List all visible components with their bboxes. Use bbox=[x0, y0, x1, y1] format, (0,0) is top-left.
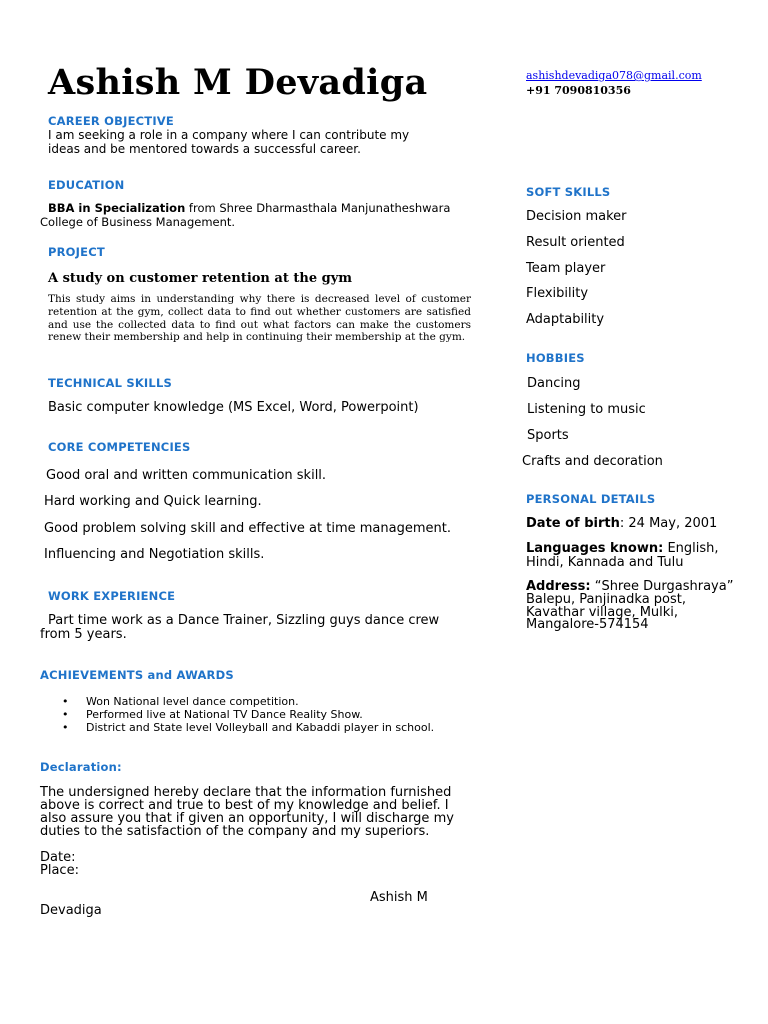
hobby-item: Listening to music bbox=[527, 402, 646, 417]
soft-skill-item: Decision maker bbox=[526, 209, 627, 224]
career-objective-line-1: I am seeking a role in a company where I can contribute my bbox=[48, 128, 410, 142]
core-competency-item: Influencing and Negotiation skills. bbox=[44, 547, 265, 562]
address-label: Address: bbox=[526, 579, 591, 594]
languages bbox=[526, 542, 719, 569]
address-line: Balepu, Panjinadka post, bbox=[526, 591, 686, 607]
signature-last: Devadiga bbox=[40, 903, 102, 918]
core-competencies-heading: CORE COMPETENCIES bbox=[48, 440, 191, 454]
dob-value: : 24 May, 2001 bbox=[619, 516, 718, 531]
career-objective-line-2: ideas and be mentored towards a successful career. bbox=[48, 142, 361, 156]
phone-number: +91 7090810356 bbox=[526, 84, 631, 97]
address-line: Kavathar village, Mulki, bbox=[526, 604, 679, 620]
declaration-text bbox=[40, 786, 454, 838]
date-of-birth bbox=[526, 517, 717, 531]
achievement-item: • Won National level dance competition. bbox=[40, 695, 434, 708]
languages-value-continued: Hindi, Kannada and Tulu bbox=[526, 554, 684, 570]
achievement-item: • Performed live at National TV Dance Reality Show. bbox=[40, 708, 434, 721]
soft-skill-item: Flexibility bbox=[526, 286, 589, 301]
place-label: Place: bbox=[40, 863, 79, 878]
declaration-line: above is correct and true to best of my knowledge and belief. I bbox=[40, 798, 449, 813]
core-competency-item: Good oral and written communication skill. bbox=[46, 468, 327, 483]
hobby-item: Sports bbox=[527, 428, 569, 443]
career-objective-heading: CAREER OBJECTIVE bbox=[48, 114, 174, 128]
address-line: “Shree Durgashraya” bbox=[590, 579, 734, 594]
soft-skill-item: Team player bbox=[526, 261, 606, 276]
education-line-1 bbox=[48, 201, 450, 215]
date-label: Date: bbox=[40, 850, 76, 865]
signature-first: Ashish M bbox=[370, 890, 428, 905]
soft-skill-item: Adaptability bbox=[526, 312, 605, 327]
technical-skills-text: Basic computer knowledge (MS Excel, Word, Powerpoint) bbox=[48, 400, 419, 415]
dob-label: Date of birth bbox=[526, 516, 620, 531]
core-competency-item: Hard working and Quick learning. bbox=[44, 494, 262, 509]
personal-details-heading: PERSONAL DETAILS bbox=[526, 492, 656, 506]
hobbies-heading: HOBBIES bbox=[526, 351, 585, 365]
work-experience-line-1: Part time work as a Dance Trainer, Sizzling guys dance crew bbox=[48, 613, 440, 628]
soft-skill-item: Result oriented bbox=[526, 235, 625, 250]
hobby-item: Dancing bbox=[527, 376, 581, 391]
work-experience-heading: WORK EXPERIENCE bbox=[48, 589, 176, 603]
project-description: This study aims in understanding why there is decreased level of customer retention at the gym, collect data to find out whether customers are satisfied and use the collected data to find out what factors can make the customers renew their membership and help in continuing their membership at the gym. bbox=[48, 293, 471, 344]
achievements-heading: ACHIEVEMENTS and AWARDS bbox=[40, 668, 234, 682]
core-competency-item: Good problem solving skill and effective at time management. bbox=[44, 521, 451, 536]
declaration-heading: Declaration: bbox=[40, 760, 122, 774]
declaration-line: The undersigned hereby declare that the information furnished bbox=[40, 785, 452, 800]
project-title: A study on customer retention at the gym bbox=[48, 271, 353, 286]
languages-label: Languages known: bbox=[526, 541, 664, 556]
candidate-name: Ashish M Devadiga bbox=[48, 62, 428, 103]
declaration-line: duties to the satisfaction of the company and my superiors. bbox=[40, 824, 430, 839]
address bbox=[526, 581, 733, 632]
address-line: Mangalore-574154 bbox=[526, 617, 649, 633]
work-experience-line-2: from 5 years. bbox=[40, 627, 127, 642]
education-line-2: College of Business Management. bbox=[40, 215, 236, 229]
declaration-line: also assure you that if given an opportunity, I will discharge my bbox=[40, 811, 454, 826]
hobby-item: Crafts and decoration bbox=[522, 454, 663, 469]
soft-skills-heading: SOFT SKILLS bbox=[526, 185, 611, 199]
education-heading: EDUCATION bbox=[48, 178, 125, 192]
technical-skills-heading: TECHNICAL SKILLS bbox=[48, 376, 172, 390]
email-link[interactable]: ashishdevadiga078@gmail.com bbox=[526, 69, 702, 82]
education-degree: BBA in Specialization bbox=[48, 201, 186, 215]
education-institution: from Shree Dharmasthala Manjunatheshwara bbox=[188, 201, 451, 215]
achievement-item: • District and State level Volleyball and Kabaddi player in school. bbox=[40, 721, 434, 734]
languages-value: English, bbox=[663, 541, 719, 556]
project-heading: PROJECT bbox=[48, 245, 105, 259]
achievements-list bbox=[40, 695, 434, 734]
